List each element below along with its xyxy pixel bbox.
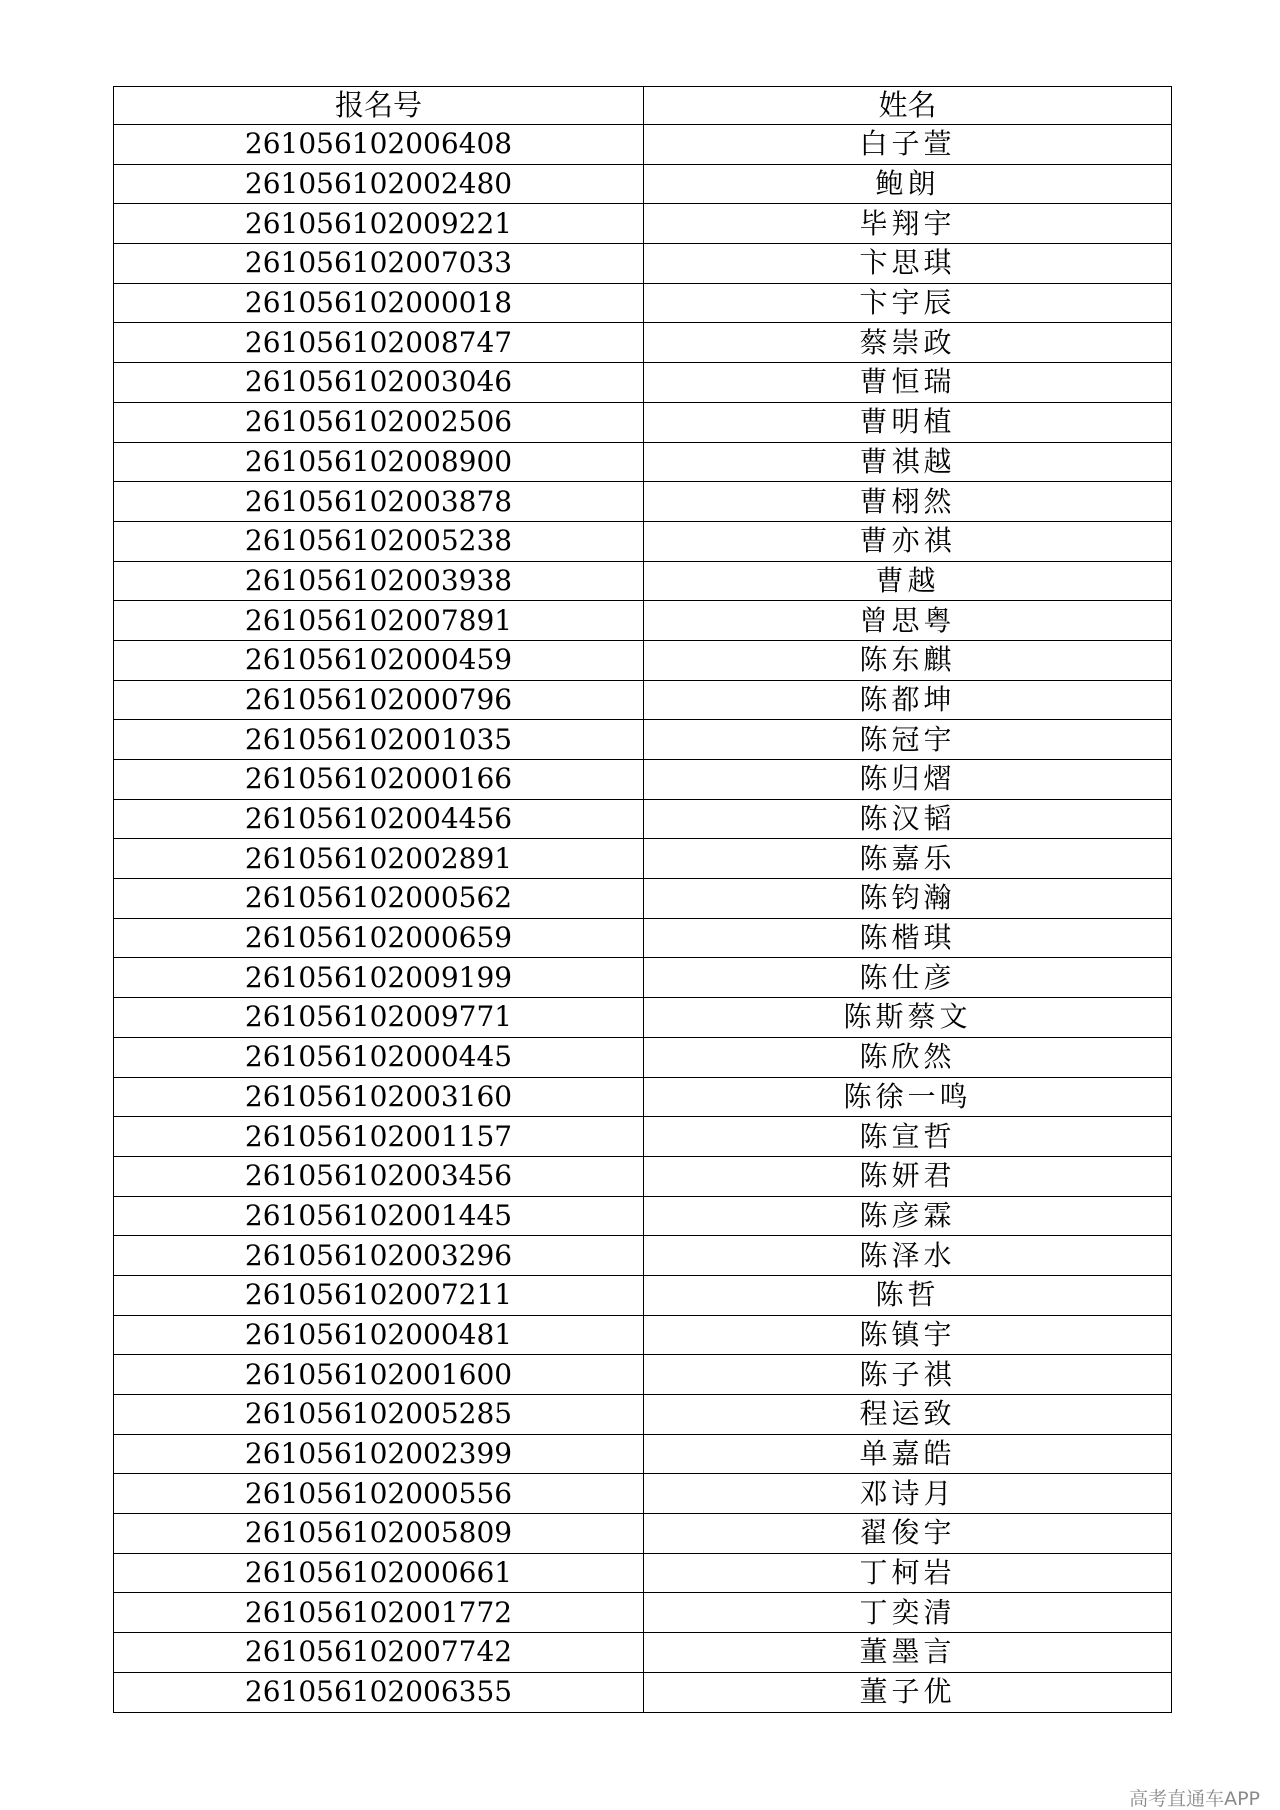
- table-row: [114, 164, 1172, 204]
- name-cell: 白子萱: [644, 125, 1172, 165]
- registration-number-cell: 261056102009771: [114, 998, 644, 1038]
- registration-number-cell: 261056102002480: [114, 164, 644, 204]
- name-cell: 陈哲: [644, 1275, 1172, 1315]
- table-row: [114, 125, 1172, 165]
- table-row: [114, 1077, 1172, 1117]
- table-row: [114, 760, 1172, 800]
- table-row: [114, 680, 1172, 720]
- registration-number-cell: 261056102001157: [114, 1117, 644, 1157]
- table-row: [114, 1275, 1172, 1315]
- registration-number-cell: 261056102005809: [114, 1514, 644, 1554]
- table-row: [114, 1553, 1172, 1593]
- name-cell: 曹祺越: [644, 442, 1172, 482]
- table-header: [114, 87, 1172, 125]
- name-cell: 董墨言: [644, 1633, 1172, 1673]
- table-row: [114, 1514, 1172, 1554]
- registration-number-cell: 261056102003160: [114, 1077, 644, 1117]
- name-cell: 曹越: [644, 561, 1172, 601]
- name-cell: 陈东麒: [644, 640, 1172, 680]
- name-cell: 丁奕清: [644, 1593, 1172, 1633]
- name-cell: 陈斯蔡文: [644, 998, 1172, 1038]
- table-row: [114, 482, 1172, 522]
- name-cell: 蔡崇政: [644, 323, 1172, 363]
- registration-number-cell: 261056102006355: [114, 1672, 644, 1712]
- table-row: [114, 640, 1172, 680]
- table-row: [114, 879, 1172, 919]
- table-row: [114, 363, 1172, 403]
- name-cell: 陈汉韬: [644, 799, 1172, 839]
- name-cell: 曹恒瑞: [644, 363, 1172, 403]
- table-row: [114, 1236, 1172, 1276]
- table-row: [114, 1196, 1172, 1236]
- registration-number-cell: 261056102000481: [114, 1315, 644, 1355]
- name-cell: 单嘉皓: [644, 1434, 1172, 1474]
- table-row: [114, 204, 1172, 244]
- table-row: [114, 1434, 1172, 1474]
- registration-number-cell: 261056102003296: [114, 1236, 644, 1276]
- name-cell: 丁柯岩: [644, 1553, 1172, 1593]
- name-cell: 陈归熠: [644, 760, 1172, 800]
- table-row: [114, 998, 1172, 1038]
- table-row: [114, 561, 1172, 601]
- registration-number-cell: 261056102000661: [114, 1553, 644, 1593]
- name-cell: 陈徐一鸣: [644, 1077, 1172, 1117]
- table-row: [114, 1672, 1172, 1712]
- name-cell: 曾思粤: [644, 601, 1172, 641]
- table-row: [114, 1355, 1172, 1395]
- registration-number-cell: 261056102000018: [114, 283, 644, 323]
- name-cell: 陈都坤: [644, 680, 1172, 720]
- registration-number-cell: 261056102001772: [114, 1593, 644, 1633]
- table-row: [114, 1633, 1172, 1673]
- table-row: [114, 283, 1172, 323]
- registration-number-cell: 261056102000562: [114, 879, 644, 919]
- header-row: [114, 87, 1172, 125]
- name-cell: 陈钧瀚: [644, 879, 1172, 919]
- registration-number-cell: 261056102005238: [114, 521, 644, 561]
- name-cell: 程运致: [644, 1395, 1172, 1435]
- registration-number-cell: 261056102000659: [114, 918, 644, 958]
- registration-number-cell: 261056102003878: [114, 482, 644, 522]
- table-row: [114, 918, 1172, 958]
- table-row: [114, 1117, 1172, 1157]
- registration-number-cell: 261056102004456: [114, 799, 644, 839]
- table-row: [114, 244, 1172, 284]
- table-row: [114, 1156, 1172, 1196]
- name-cell: 翟俊宇: [644, 1514, 1172, 1554]
- name-cell: 曹明植: [644, 402, 1172, 442]
- name-cell: 陈泽水: [644, 1236, 1172, 1276]
- table-row: [114, 799, 1172, 839]
- registration-number-cell: 261056102001600: [114, 1355, 644, 1395]
- name-cell: 陈宣哲: [644, 1117, 1172, 1157]
- registration-number-cell: 261056102005285: [114, 1395, 644, 1435]
- registration-number-cell: 261056102008900: [114, 442, 644, 482]
- name-cell: 鲍朗: [644, 164, 1172, 204]
- name-cell: 卞宇辰: [644, 283, 1172, 323]
- name-cell: 曹亦祺: [644, 521, 1172, 561]
- table-row: [114, 720, 1172, 760]
- registration-number-cell: 261056102002891: [114, 839, 644, 879]
- registration-number-cell: 261056102000796: [114, 680, 644, 720]
- table-row: [114, 1315, 1172, 1355]
- registration-number-cell: 261056102003046: [114, 363, 644, 403]
- registration-number-cell: 261056102009199: [114, 958, 644, 998]
- table-row: [114, 601, 1172, 641]
- name-cell: 陈冠宇: [644, 720, 1172, 760]
- table-row: [114, 323, 1172, 363]
- table-row: [114, 1593, 1172, 1633]
- name-cell: 毕翔宇: [644, 204, 1172, 244]
- registration-number-cell: 261056102001035: [114, 720, 644, 760]
- registration-number-cell: 261056102007033: [114, 244, 644, 284]
- column-header-name: 姓名: [644, 87, 1172, 125]
- table-row: [114, 839, 1172, 879]
- registration-number-cell: 261056102003938: [114, 561, 644, 601]
- registration-number-cell: 261056102008747: [114, 323, 644, 363]
- registration-number-cell: 261056102001445: [114, 1196, 644, 1236]
- table-row: [114, 521, 1172, 561]
- table-row: [114, 402, 1172, 442]
- name-cell: 陈欣然: [644, 1037, 1172, 1077]
- registration-number-cell: 261056102000445: [114, 1037, 644, 1077]
- registration-number-cell: 261056102007211: [114, 1275, 644, 1315]
- registration-number-cell: 261056102000556: [114, 1474, 644, 1514]
- table-row: [114, 958, 1172, 998]
- column-header-registration-number: 报名号: [114, 87, 644, 125]
- name-cell: 曹栩然: [644, 482, 1172, 522]
- name-cell: 陈楷琪: [644, 918, 1172, 958]
- name-cell: 陈嘉乐: [644, 839, 1172, 879]
- table-row: [114, 1395, 1172, 1435]
- registration-number-cell: 261056102002506: [114, 402, 644, 442]
- roster-table: [113, 86, 1172, 1713]
- name-cell: 陈彦霖: [644, 1196, 1172, 1236]
- table-body: [114, 125, 1172, 1713]
- table-row: [114, 442, 1172, 482]
- registration-number-cell: 261056102000459: [114, 640, 644, 680]
- registration-number-cell: 261056102007891: [114, 601, 644, 641]
- name-cell: 陈镇宇: [644, 1315, 1172, 1355]
- table-row: [114, 1474, 1172, 1514]
- registration-number-cell: 261056102002399: [114, 1434, 644, 1474]
- registration-number-cell: 261056102009221: [114, 204, 644, 244]
- registration-number-cell: 261056102003456: [114, 1156, 644, 1196]
- registration-number-cell: 261056102000166: [114, 760, 644, 800]
- name-cell: 卞思琪: [644, 244, 1172, 284]
- registration-number-cell: 261056102006408: [114, 125, 644, 165]
- watermark-text: 高考直通车APP: [1129, 1788, 1260, 1810]
- name-cell: 陈妍君: [644, 1156, 1172, 1196]
- table-row: [114, 1037, 1172, 1077]
- name-cell: 陈仕彦: [644, 958, 1172, 998]
- name-cell: 董子优: [644, 1672, 1172, 1712]
- name-cell: 陈子祺: [644, 1355, 1172, 1395]
- name-cell: 邓诗月: [644, 1474, 1172, 1514]
- registration-number-cell: 261056102007742: [114, 1633, 644, 1673]
